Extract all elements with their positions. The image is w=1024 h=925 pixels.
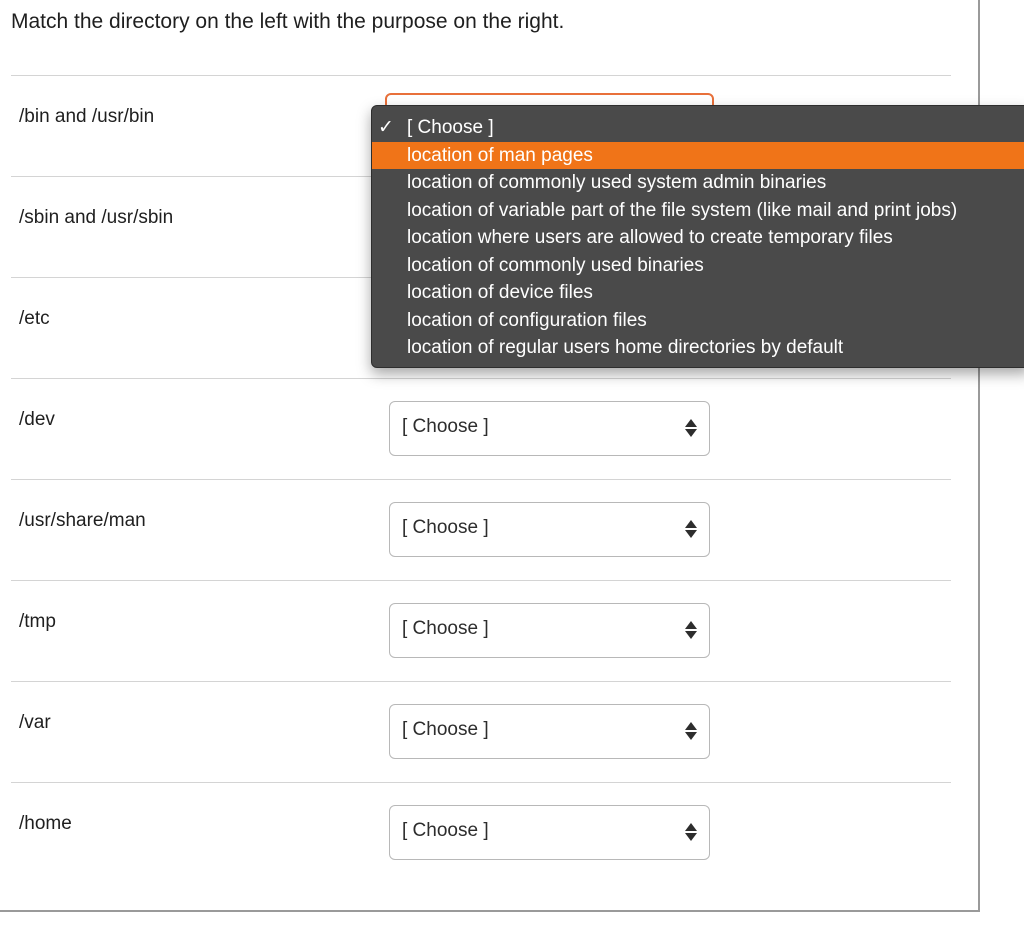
select-value: [ Choose ] (402, 820, 489, 841)
purpose-select[interactable] (389, 401, 710, 456)
option-label: location of configuration files (407, 309, 647, 331)
option-label: location of commonly used binaries (407, 254, 704, 276)
select-value: [ Choose ] (402, 416, 489, 437)
directory-label: /etc (19, 308, 50, 329)
question-text: Match the directory on the left with the purpose on the right. (11, 10, 565, 33)
directory-label: /home (19, 813, 72, 834)
dropdown-option-temporary-files[interactable] (372, 224, 1024, 252)
match-row (11, 479, 951, 580)
select-arrows-icon (685, 617, 697, 643)
match-row (11, 782, 951, 883)
purpose-dropdown-menu (371, 105, 1024, 368)
select-value: [ Choose ] (402, 719, 489, 740)
dropdown-option-man-pages[interactable] (372, 142, 1024, 170)
option-label: location of commonly used system admin binaries (407, 172, 827, 193)
directory-label: /var (19, 712, 51, 733)
match-row (11, 580, 951, 681)
option-label: location where users are allowed to create temporary files (407, 227, 893, 248)
select-arrows-icon (685, 516, 697, 542)
dropdown-option-config-files[interactable] (372, 307, 1024, 335)
directory-label: /tmp (19, 611, 56, 632)
directory-label: /bin and /usr/bin (19, 106, 155, 127)
dropdown-option-variable-part[interactable] (372, 197, 1024, 225)
purpose-select[interactable] (389, 502, 710, 557)
select-value: [ Choose ] (402, 618, 489, 639)
dropdown-option-choose[interactable] (372, 114, 1024, 142)
purpose-select[interactable] (389, 704, 710, 759)
option-label: location of variable part of the file system (like mail and print jobs) (407, 199, 958, 221)
directory-label: /usr/share/man (19, 510, 146, 531)
directory-label: /dev (19, 409, 55, 430)
option-label: location of device files (407, 282, 593, 303)
checkmark-icon: ✓ (378, 117, 394, 138)
dropdown-option-home-directories[interactable] (372, 334, 1024, 362)
option-label: [ Choose ] (407, 117, 494, 138)
select-value: [ Choose ] (402, 517, 489, 538)
dropdown-option-common-binaries[interactable] (372, 252, 1024, 280)
option-label: location of man pages (407, 144, 593, 166)
select-arrows-icon (685, 415, 697, 441)
dropdown-option-admin-binaries[interactable] (372, 169, 1024, 197)
select-arrows-icon (685, 718, 697, 744)
match-row (11, 681, 951, 782)
purpose-select[interactable] (389, 805, 710, 860)
match-row (11, 378, 951, 479)
directory-label: /sbin and /usr/sbin (19, 207, 174, 228)
purpose-select[interactable] (389, 603, 710, 658)
dropdown-option-device-files[interactable] (372, 279, 1024, 307)
select-arrows-icon (685, 819, 697, 845)
option-label: location of regular users home directories by default (407, 337, 844, 358)
